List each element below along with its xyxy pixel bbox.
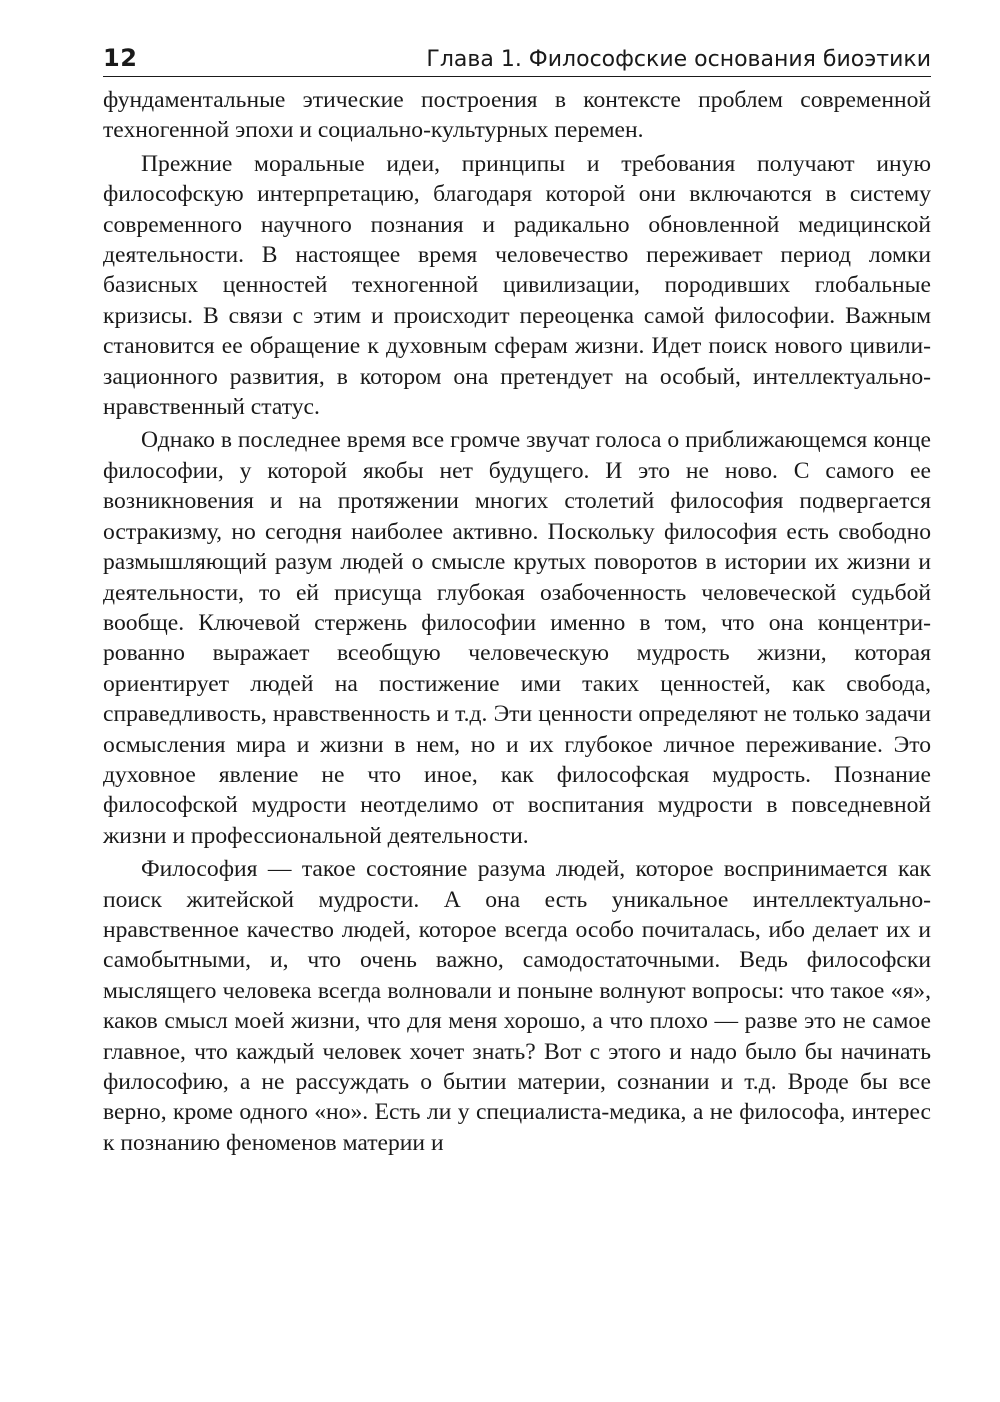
paragraph-end-of-philosophy: Однако в последнее время все громче звучат голоса о приближающемся конце философии, у которой якобы нет будущего. И это не ново. С самого ее возникновения и на протяжении многих столетий философия подвергается остракизму, но сегодня наиболее активно. Поскольку философия есть свободно размышляющий разум людей о смысле крутых поворотов в истории их жизни и деятельности, то ей присуща глубокая озабоченность человеческой судьбой вообще. Ключевой стержень философии именно в том, что она концентрированно выражает всеобщую человеческую мудрость жизни, которая ориентирует людей на постижение ими таких ценностей, как свобода, справедливость, нравственность и т.д. Эти ценности определяют не только задачи осмысления мира и жизни в нем, но и их глубокое личное переживание. Это духовное явление не что иное, как философская мудрость. Познание философской мудрости неотделимо от воспитания мудрости в повседневной жизни и профессиональной деятельности. [103, 427, 931, 849]
body-text [103, 85, 931, 1158]
running-header [103, 40, 931, 77]
book-page [103, 40, 931, 1161]
paragraph-philosophy-wisdom: Философия — такое состояние разума людей, которое воспринимается как поиск житейской мудрости. А она есть уникальное интеллектуально-нравственное качество людей, которое всегда особо почиталась, ибо делает их и самобытными, и, что очень важно, самодостаточными. Ведь философски мыслящего человека всегда волновали и поныне волнуют вопросы: что такое «я», каков смысл моей жизни, что для меня хорошо, а что плохо — разве это не самое главное, что каждый человек хочет знать? Вот с этого и надо было бы начинать философию, а не рассуждать о бытии материи, сознании и т.д. Вроде бы все верно, кроме одного «но». Есть ли у специалиста-медика, а не философа, интерес к познанию феноменов материи и [103, 856, 931, 1156]
paragraph-continued: фундаментальные этические построения в контексте проблем современной техногенной эпохи и социально-культурных перемен. [103, 87, 931, 144]
paragraph-moral-ideas: Прежние моральные идеи, принципы и требования получают иную философскую интерпретацию, благодаря которой они включаются в систему современного научного познания и радикально обновленной медицинской деятельности. В настоящее время человечество переживает период ломки базисных ценностей техногенной цивилизации, породивших глобальные кризисы. В связи с этим и происходит переоценка самой философии. Важным становится ее обращение к духовным сферам жизни. Идет поиск нового цивилизационного развития, в котором она претендует на особый, интеллектуально-нравственный статус. [103, 150, 931, 421]
page-number: 12 [103, 44, 138, 72]
chapter-title: Глава 1. Философские основания биоэтики [426, 47, 931, 72]
